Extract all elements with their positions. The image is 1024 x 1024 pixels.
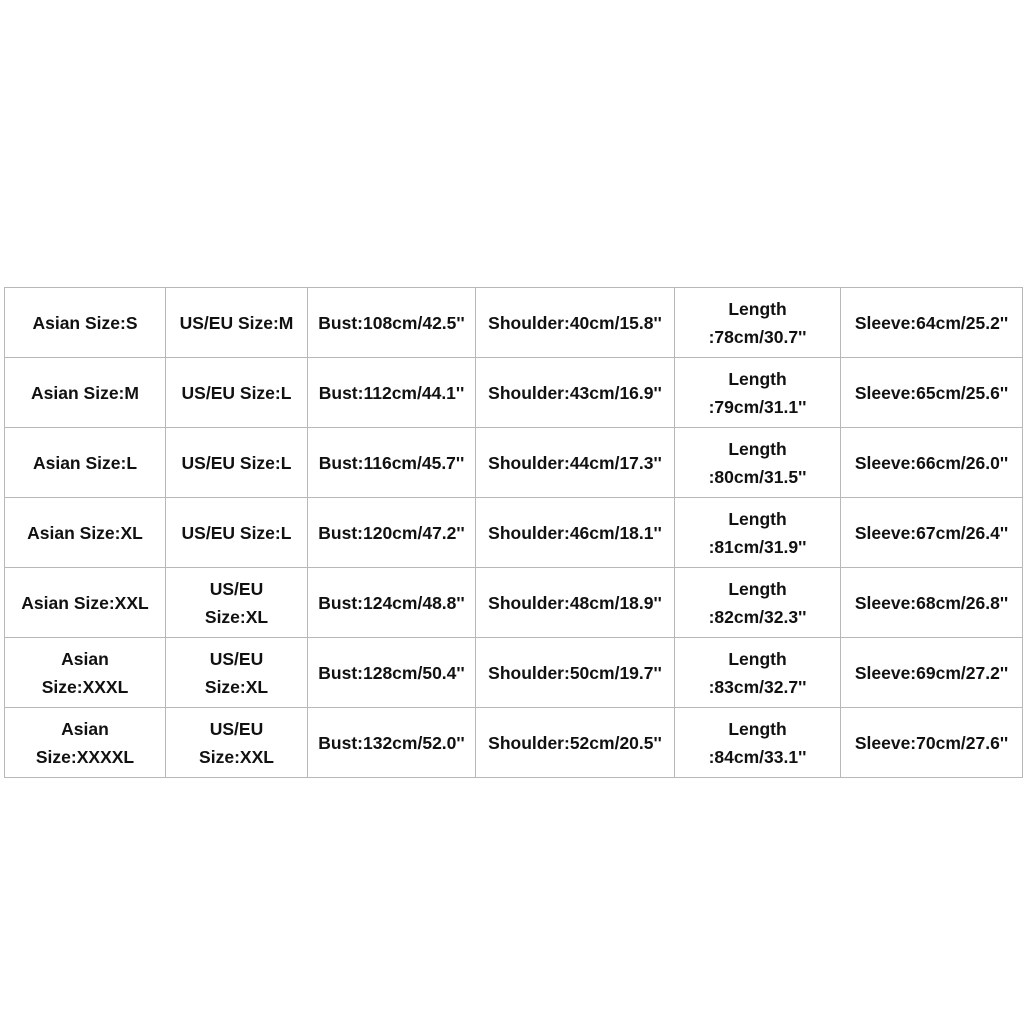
bust-cell: Bust:116cm/45.7'' bbox=[308, 428, 476, 498]
sleeve-cell: Sleeve:67cm/26.4'' bbox=[841, 498, 1023, 568]
table-row bbox=[5, 428, 1023, 498]
table-row bbox=[5, 638, 1023, 708]
length-cell: Length :82cm/32.3'' bbox=[675, 568, 841, 638]
shoulder-cell: Shoulder:48cm/18.9'' bbox=[476, 568, 675, 638]
size-chart-table bbox=[4, 287, 1023, 778]
us-eu-size-cell: US/EU Size:L bbox=[166, 358, 308, 428]
asian-size-cell: Asian Size:XXXL bbox=[5, 638, 166, 708]
asian-size-cell: Asian Size:S bbox=[5, 288, 166, 358]
sleeve-cell: Sleeve:66cm/26.0'' bbox=[841, 428, 1023, 498]
us-eu-size-cell: US/EU Size:L bbox=[166, 428, 308, 498]
length-cell: Length :81cm/31.9'' bbox=[675, 498, 841, 568]
sleeve-cell: Sleeve:69cm/27.2'' bbox=[841, 638, 1023, 708]
sleeve-cell: Sleeve:68cm/26.8'' bbox=[841, 568, 1023, 638]
length-cell: Length :79cm/31.1'' bbox=[675, 358, 841, 428]
us-eu-size-cell: US/EU Size:XL bbox=[166, 638, 308, 708]
length-cell: Length :78cm/30.7'' bbox=[675, 288, 841, 358]
shoulder-cell: Shoulder:52cm/20.5'' bbox=[476, 708, 675, 778]
length-cell: Length :83cm/32.7'' bbox=[675, 638, 841, 708]
bust-cell: Bust:128cm/50.4'' bbox=[308, 638, 476, 708]
asian-size-cell: Asian Size:L bbox=[5, 428, 166, 498]
length-cell: Length :80cm/31.5'' bbox=[675, 428, 841, 498]
bust-cell: Bust:124cm/48.8'' bbox=[308, 568, 476, 638]
table-row bbox=[5, 288, 1023, 358]
shoulder-cell: Shoulder:43cm/16.9'' bbox=[476, 358, 675, 428]
us-eu-size-cell: US/EU Size:XXL bbox=[166, 708, 308, 778]
shoulder-cell: Shoulder:44cm/17.3'' bbox=[476, 428, 675, 498]
shoulder-cell: Shoulder:50cm/19.7'' bbox=[476, 638, 675, 708]
sleeve-cell: Sleeve:70cm/27.6'' bbox=[841, 708, 1023, 778]
bust-cell: Bust:132cm/52.0'' bbox=[308, 708, 476, 778]
us-eu-size-cell: US/EU Size:XL bbox=[166, 568, 308, 638]
asian-size-cell: Asian Size:XL bbox=[5, 498, 166, 568]
table-row bbox=[5, 708, 1023, 778]
us-eu-size-cell: US/EU Size:M bbox=[166, 288, 308, 358]
bust-cell: Bust:112cm/44.1'' bbox=[308, 358, 476, 428]
length-cell: Length :84cm/33.1'' bbox=[675, 708, 841, 778]
sleeve-cell: Sleeve:65cm/25.6'' bbox=[841, 358, 1023, 428]
us-eu-size-cell: US/EU Size:L bbox=[166, 498, 308, 568]
asian-size-cell: Asian Size:XXXXL bbox=[5, 708, 166, 778]
bust-cell: Bust:108cm/42.5'' bbox=[308, 288, 476, 358]
asian-size-cell: Asian Size:XXL bbox=[5, 568, 166, 638]
sleeve-cell: Sleeve:64cm/25.2'' bbox=[841, 288, 1023, 358]
table-row bbox=[5, 358, 1023, 428]
shoulder-cell: Shoulder:40cm/15.8'' bbox=[476, 288, 675, 358]
asian-size-cell: Asian Size:M bbox=[5, 358, 166, 428]
table-row bbox=[5, 568, 1023, 638]
shoulder-cell: Shoulder:46cm/18.1'' bbox=[476, 498, 675, 568]
table-row bbox=[5, 498, 1023, 568]
bust-cell: Bust:120cm/47.2'' bbox=[308, 498, 476, 568]
